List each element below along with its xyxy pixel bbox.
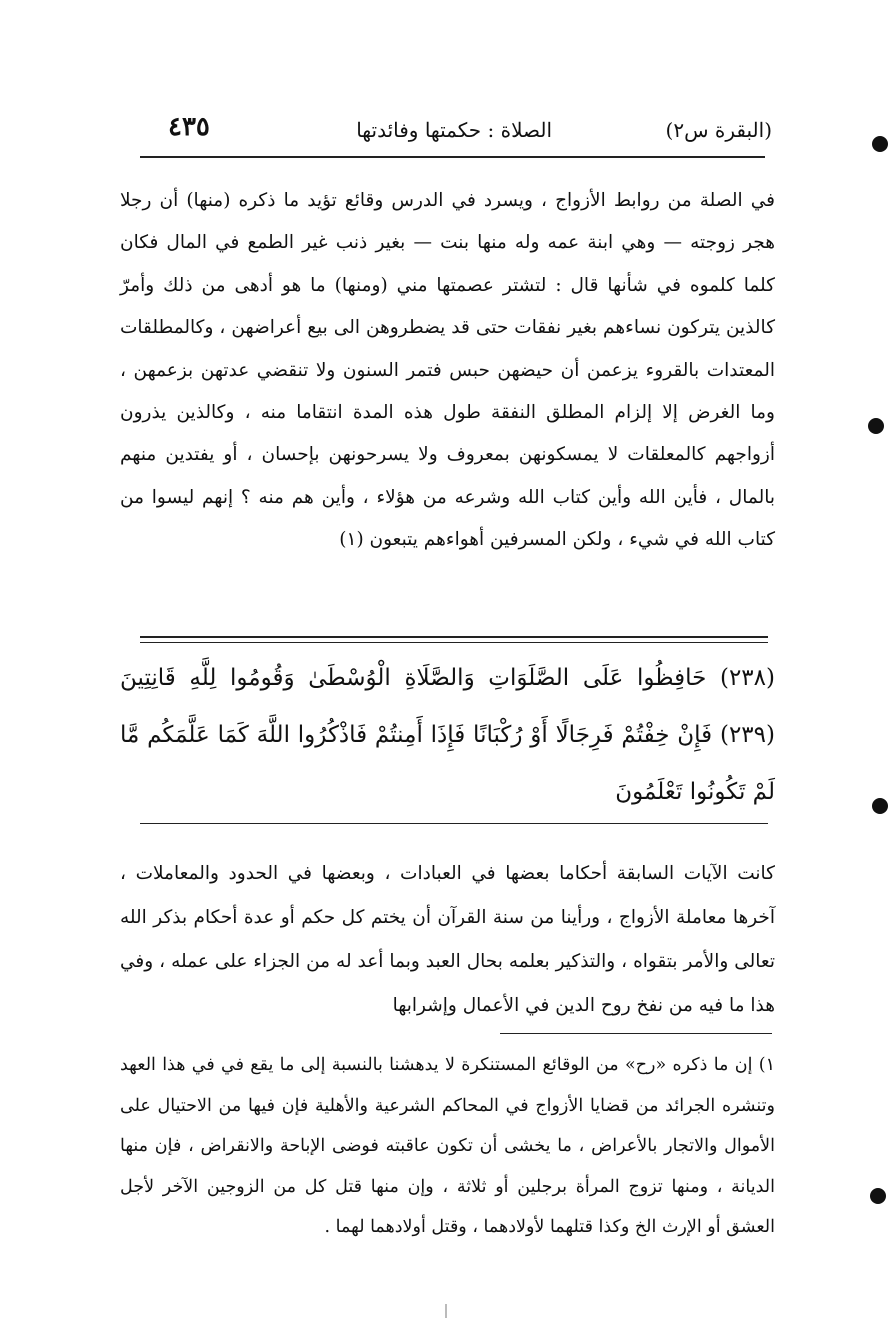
footnote-rule	[500, 1033, 772, 1034]
binding-hole-icon	[872, 136, 888, 152]
page-number: ٤٣٥	[168, 112, 210, 142]
commentary-paragraph: كانت الآيات السابقة أحكاما بعضها في العبادات ، وبعضها في الحدود والمعاملات ، آخرها معاملة الأزواج ، ورأينا من سنة القرآن أن يختم كل حكم أو عدة أحكام بذكر الله تعالى والأمر بتقواه ، والتذكير بعلمه بحال العبد وبما أعد له من الجزاء على عمله ، وفي هذا ما فيه من نفخ روح الدين في الأعمال وإشرابها	[120, 863, 775, 1016]
verse-bottom-rule	[140, 823, 768, 824]
quran-verse: (٢٣٨) حَافِظُوا عَلَى الصَّلَوَاتِ وَالصَّلَاةِ الْوُسْطَىٰ وَقُومُوا لِلَّهِ قَانِتِينَ (٢٣٩) فَإِنْ خِفْتُمْ فَرِجَالًا أَوْ رُكْبَانًا فَإِذَا أَمِنتُمْ فَاذْكُرُوا اللَّهَ كَمَا عَلَّمَكُم مَّا لَمْ تَكُونُوا تَعْلَمُونَ	[120, 665, 775, 805]
running-title: الصلاة : حكمتها وفائدتها	[356, 118, 552, 142]
footnote: ١) إن ما ذكره «رح» من الوقائع المستنكرة لا يدهشنا بالنسبة إلى ما يقع في في هذا العهد وتنشره الجرائد من قضايا الأزواج في المحاكم الشرعية والأهلية فإن فيها من الاحتيال على الأموال والاتجار بالأعراض ، ما يخشى أن تكون عاقبته فوضى الإباحة والانقراض ، فإن منها الديانة ، ومنها تزوج المرأة برجلين أو ثلاثة ، وإن منها قتل كل من الزوجين الآخر لأجل العشق أو الإرث الخ وكذا قتلهما لأولادهما ، وقتل أولادهما لهما .	[120, 1055, 775, 1237]
binding-hole-icon	[872, 798, 888, 814]
surah-label: (البقرة س٢)	[665, 118, 772, 142]
header-rule	[140, 156, 765, 158]
verse-top-rule-inner	[140, 642, 768, 643]
verse-top-rule	[140, 636, 768, 638]
scan-mark	[445, 1304, 447, 1318]
page-header	[150, 112, 772, 152]
body-paragraph: في الصلة من روابط الأزواج ، ويسرد في الدرس وقائع تؤيد ما ذكره (منها) أن رجلا هجر زوجته — وهي ابنة عمه وله منها بنت — بغير ذنب غير الطمع في المال فكان كلما كلموه في شأنها قال : لتشتر عصمتها مني (ومنها) ما هو أدهى من ذلك وأمرّ كالذين يتركون نساءهم بغير نفقات حتى قد يضطروهن الى بيع أعراضهن ، وكالمطلقات المعتدات بالقروء يزعمن أن حيضهن حبس فتمر السنون ولا تنقضي عدتهن بزعمهن ، وما الغرض إلا إلزام المطلق النفقة طول هذه المدة انتقاما منه ، وكالذين يذرون أزواجهم كالمعلقات لا يمسكونهن بمعروف ولا يسرحونهن بإحسان ، أو يفتدين منهم بالمال ، فأين الله وأين كتاب الله وشرعه من هؤلاء ، وأين هم منه ؟ إنهم ليسوا من كتاب الله في شيء ، ولكن المسرفين أهواءهم يتبعون (١)	[120, 190, 775, 551]
binding-hole-icon	[868, 418, 884, 434]
binding-hole-icon	[870, 1188, 886, 1204]
